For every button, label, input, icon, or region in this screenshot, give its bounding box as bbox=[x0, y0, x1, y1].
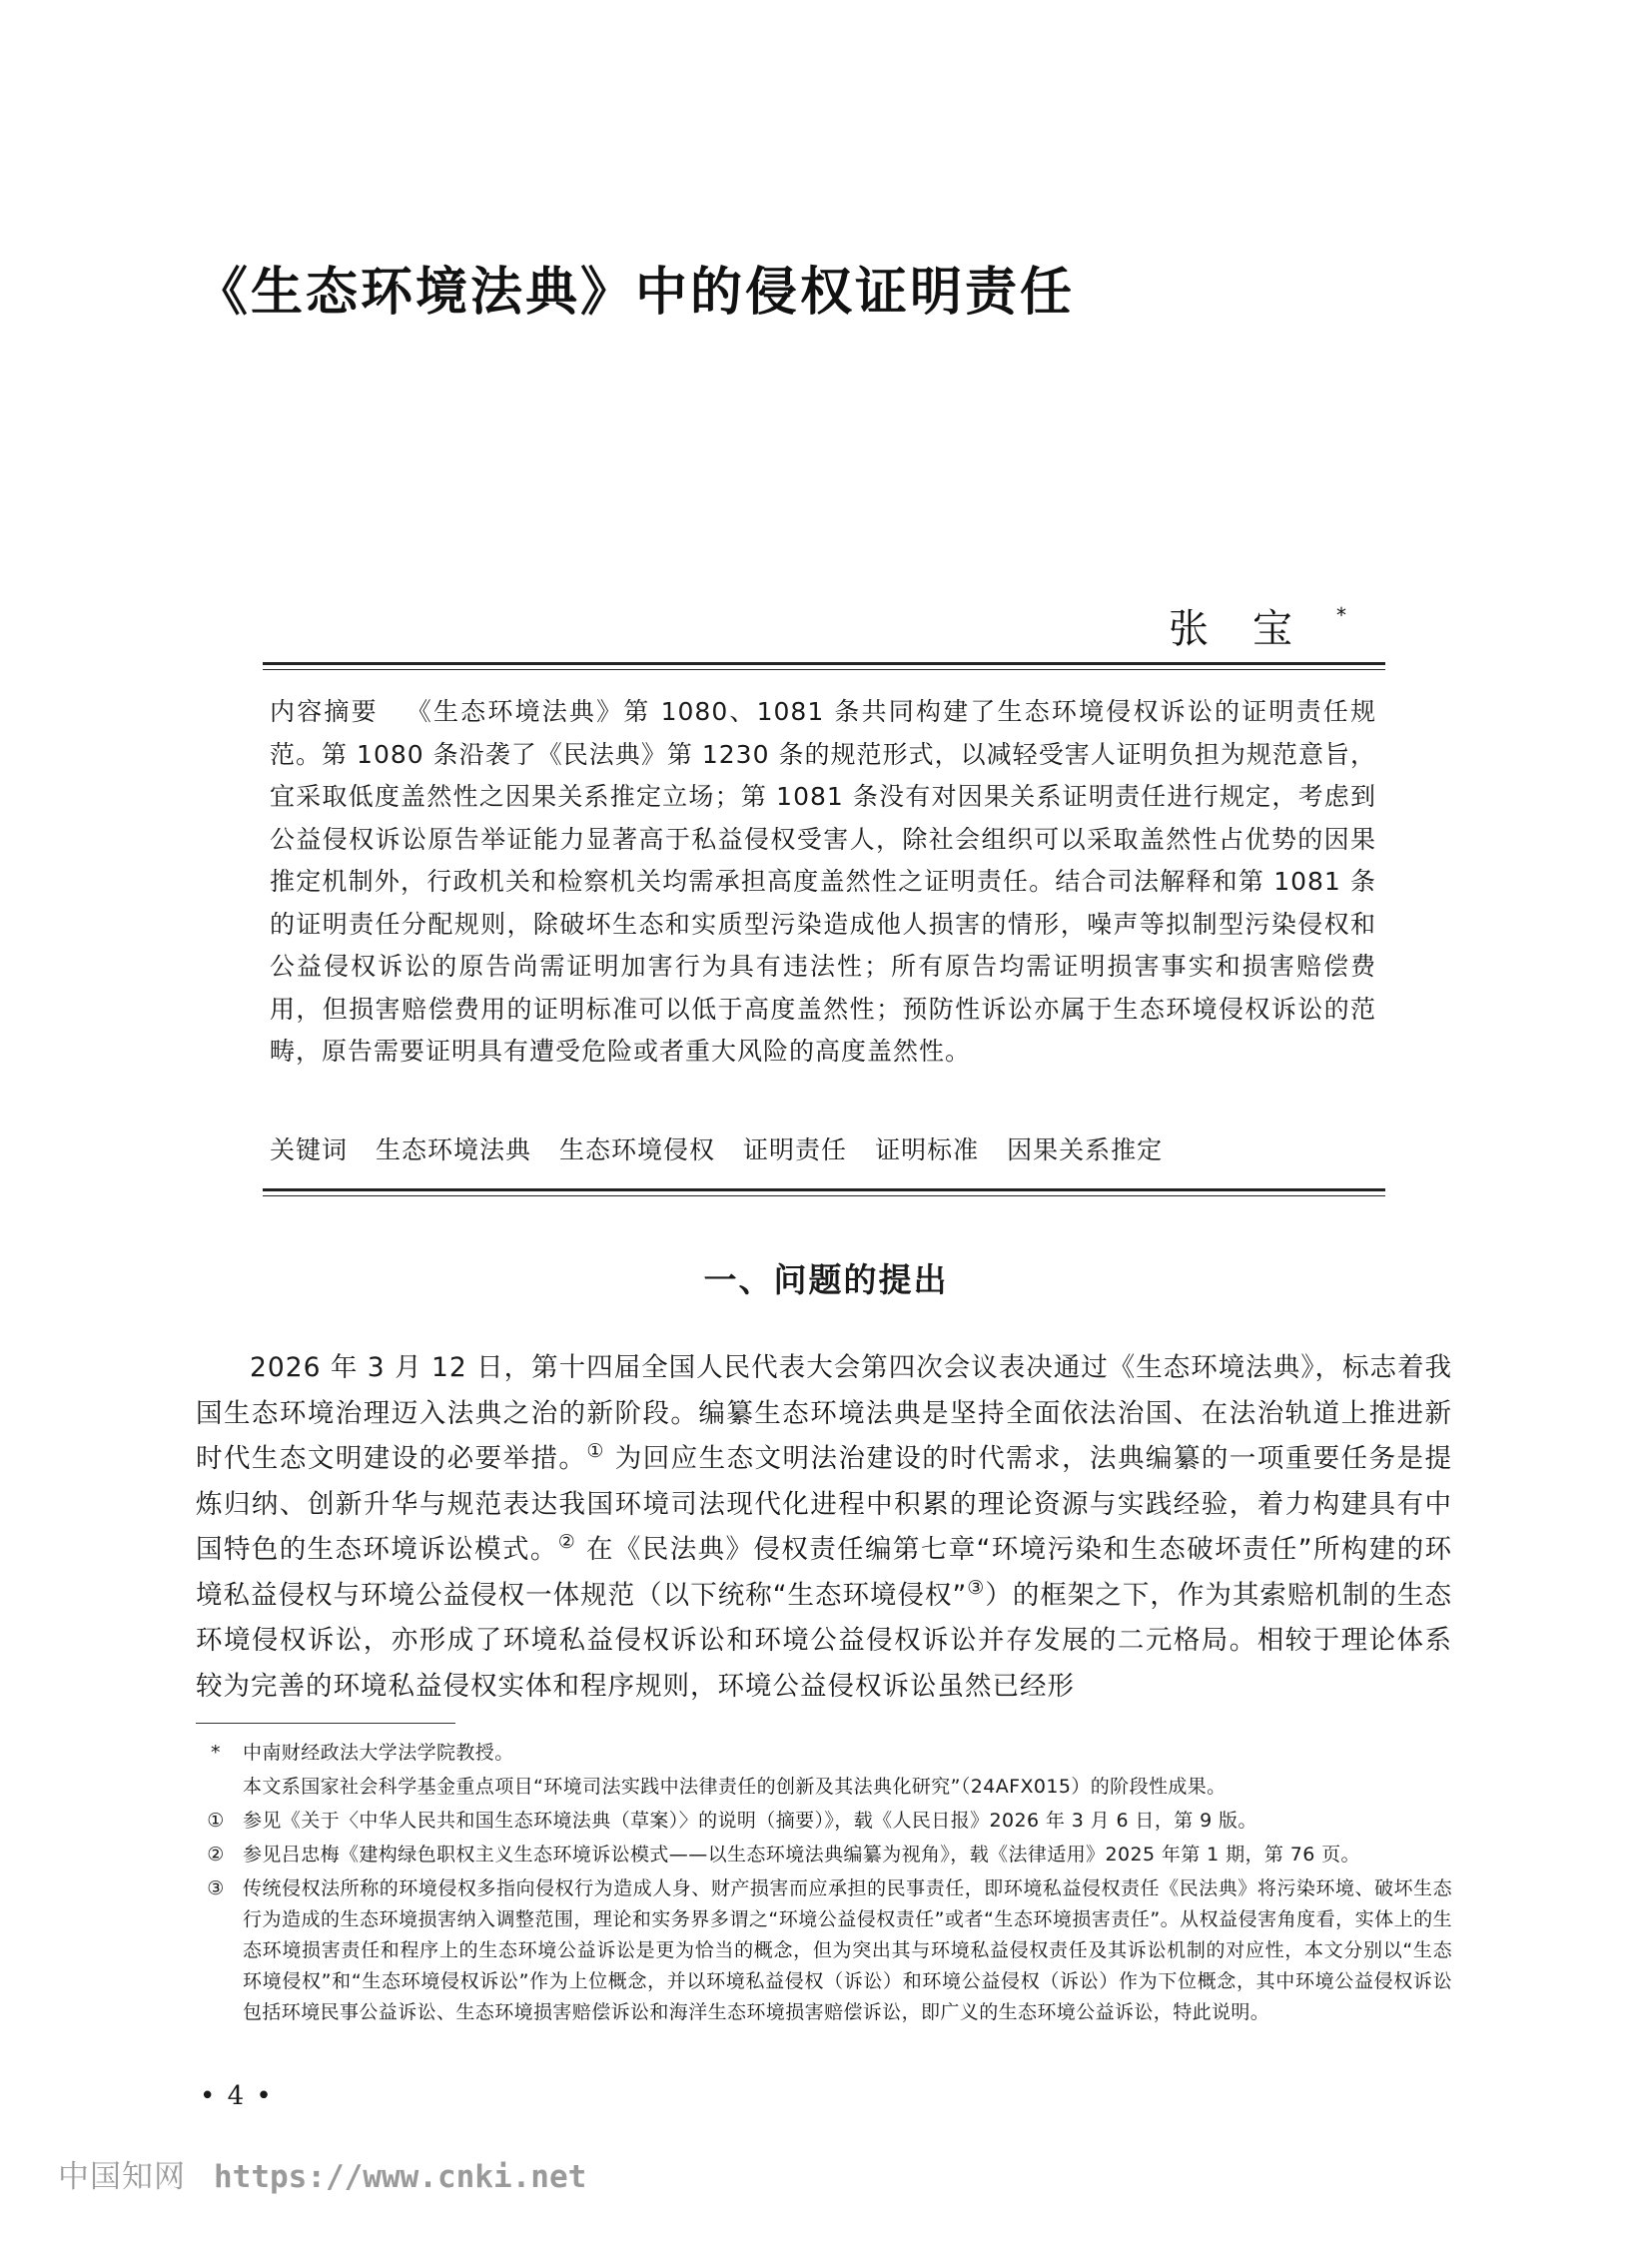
keyword-item: 生态环境侵权 bbox=[559, 1135, 716, 1164]
footnote-mark: ① bbox=[207, 1810, 225, 1832]
abstract-top-rule bbox=[263, 662, 1385, 670]
keyword-item: 证明标准 bbox=[875, 1135, 980, 1164]
keywords-label: 关键词 bbox=[270, 1135, 349, 1164]
footnote bbox=[196, 1806, 1452, 1837]
footnotes bbox=[196, 1738, 1452, 2031]
footnote-separator bbox=[196, 1723, 455, 1724]
page-number: • 4 • bbox=[200, 2081, 274, 2111]
author-footnote-mark: * bbox=[1336, 602, 1346, 627]
footnote-ref: ② bbox=[557, 1531, 577, 1554]
body-text-part: 2026 年 3 月 12 日，第十四届全国人民代表大会第四次会议表决通过《生态环境法典》，标志着我国生态环境治理迈入法典之治的新阶段。编纂生态环境法典是坚持全面依法治国、在法治轨道上推进新时代生态文明建设的必要举措。 bbox=[196, 1352, 1452, 1474]
footnote-mark: ③ bbox=[207, 1877, 225, 1899]
footnote-mark: ② bbox=[207, 1844, 225, 1866]
body-paragraph bbox=[196, 1345, 1452, 1709]
abstract-label: 内容摘要 bbox=[270, 697, 379, 726]
keywords bbox=[270, 1129, 1376, 1171]
footnote bbox=[196, 1738, 1452, 1769]
body-text-part: 为回应生态文明法治建设的时代需求，法典编纂的一项重要任务是提炼归纳、创新升华与规范表达我国环境司法现代化进程中积累的理论资源与实践经验，着力构建具有中国特色的生态环境诉讼模式。 bbox=[196, 1443, 1452, 1565]
body-text-part: 在《民法典》侵权责任编第七章“环境污染和生态破坏责任”所构建的环境私益侵权与环境公益侵权一体规范（以下统称“生态环境侵权” bbox=[196, 1534, 1452, 1611]
article-title: 《生态环境法典》中的侵权证明责任 bbox=[196, 263, 1076, 323]
section-heading: 一、问题的提出 bbox=[703, 1260, 949, 1299]
footnote-text: 传统侵权法所称的环境侵权多指向侵权行为造成人身、财产损害而应承担的民事责任，即环境私益侵权责任《民法典》将污染环境、破坏生态行为造成的生态环境损害纳入调整范围，理论和实务界多谓之“环境公益侵权责任”或者“生态环境损害责任”。从权益侵害角度看，实体上的生态环境损害责任和程序上的生态环境公益诉讼是更为恰当的概念，但为突出其与环境私益侵权责任及其诉讼机制的对应性，本文分别以“生态环境侵权”和“生态环境侵权诉讼”作为上位概念，并以环境私益侵权（诉讼）和环境公益侵权（诉讼）作为下位概念，其中环境公益侵权诉讼包括环境民事公益诉讼、生态环境损害赔偿诉讼和海洋生态环境损害赔偿诉讼，即广义的生态环境公益诉讼，特此说明。 bbox=[243, 1877, 1452, 2023]
watermark-url: https://www.cnki.net bbox=[214, 2159, 587, 2195]
footnote-text: 参见《关于〈中华人民共和国生态环境法典（草案）〉的说明（摘要）》，载《人民日报》2026 年 3 月 6 日，第 9 版。 bbox=[243, 1810, 1257, 1832]
author-name-text: 张宝 bbox=[1169, 606, 1336, 652]
keyword-item: 因果关系推定 bbox=[1007, 1135, 1164, 1164]
abstract bbox=[270, 691, 1376, 1074]
footnote-text: 参见吕忠梅《建构绿色职权主义生态环境诉讼模式——以生态环境法典编纂为视角》，载《法律适用》2025 年第 1 期，第 76 页。 bbox=[243, 1844, 1360, 1866]
footnote bbox=[196, 1873, 1452, 2028]
footnote bbox=[196, 1840, 1452, 1870]
footnote-text: 中南财经政法大学法学院教授。 bbox=[243, 1742, 514, 1764]
author-name bbox=[1169, 597, 1346, 654]
footnote-mark: * bbox=[211, 1742, 221, 1764]
watermark-site: 中国知网 bbox=[58, 2159, 186, 2195]
abstract-bottom-rule bbox=[263, 1188, 1385, 1196]
footnote-ref: ③ bbox=[967, 1576, 986, 1599]
footnote-ref: ① bbox=[586, 1440, 605, 1463]
keyword-item: 证明责任 bbox=[743, 1135, 848, 1164]
footnote bbox=[196, 1772, 1452, 1803]
abstract-text: 《生态环境法典》第 1080、1081 条共同构建了生态环境侵权诉讼的证明责任规范。第 1080 条沿袭了《民法典》第 1230 条的规范形式，以减轻受害人证明负担为规范意旨，宜采取低度盖然性之因果关系推定立场；第 1081 条没有对因果关系证明责任进行规定，考虑到公益侵权诉讼原告举证能力显著高于私益侵权受害人，除社会组织可以采取盖然性占优势的因果推定机制外，行政机关和检察机关均需承担高度盖然性之证明责任。结合司法解释和第 1081 条的证明责任分配规则，除破坏生态和实质型污染造成他人损害的情形，噪声等拟制型污染侵权和公益侵权诉讼的原告尚需证明加害行为具有违法性；所有原告均需证明损害事实和损害赔偿费用，但损害赔偿费用的证明标准可以低于高度盖然性；预防性诉讼亦属于生态环境侵权诉讼的范畴，原告需要证明具有遭受危险或者重大风险的高度盖然性。 bbox=[270, 697, 1376, 1066]
body-text-part: ）的框架之下，作为其索赔机制的生态环境侵权诉讼，亦形成了环境私益侵权诉讼和环境公益侵权诉讼并存发展的二元格局。相较于理论体系较为完善的环境私益侵权实体和程序规则，环境公益侵权诉讼虽然已经形 bbox=[196, 1579, 1452, 1702]
footnote-text: 本文系国家社会科学基金重点项目“环境司法实践中法律责任的创新及其法典化研究”（24AFX015）的阶段性成果。 bbox=[243, 1776, 1227, 1798]
keyword-item: 生态环境法典 bbox=[376, 1135, 532, 1164]
watermark bbox=[58, 2151, 586, 2196]
